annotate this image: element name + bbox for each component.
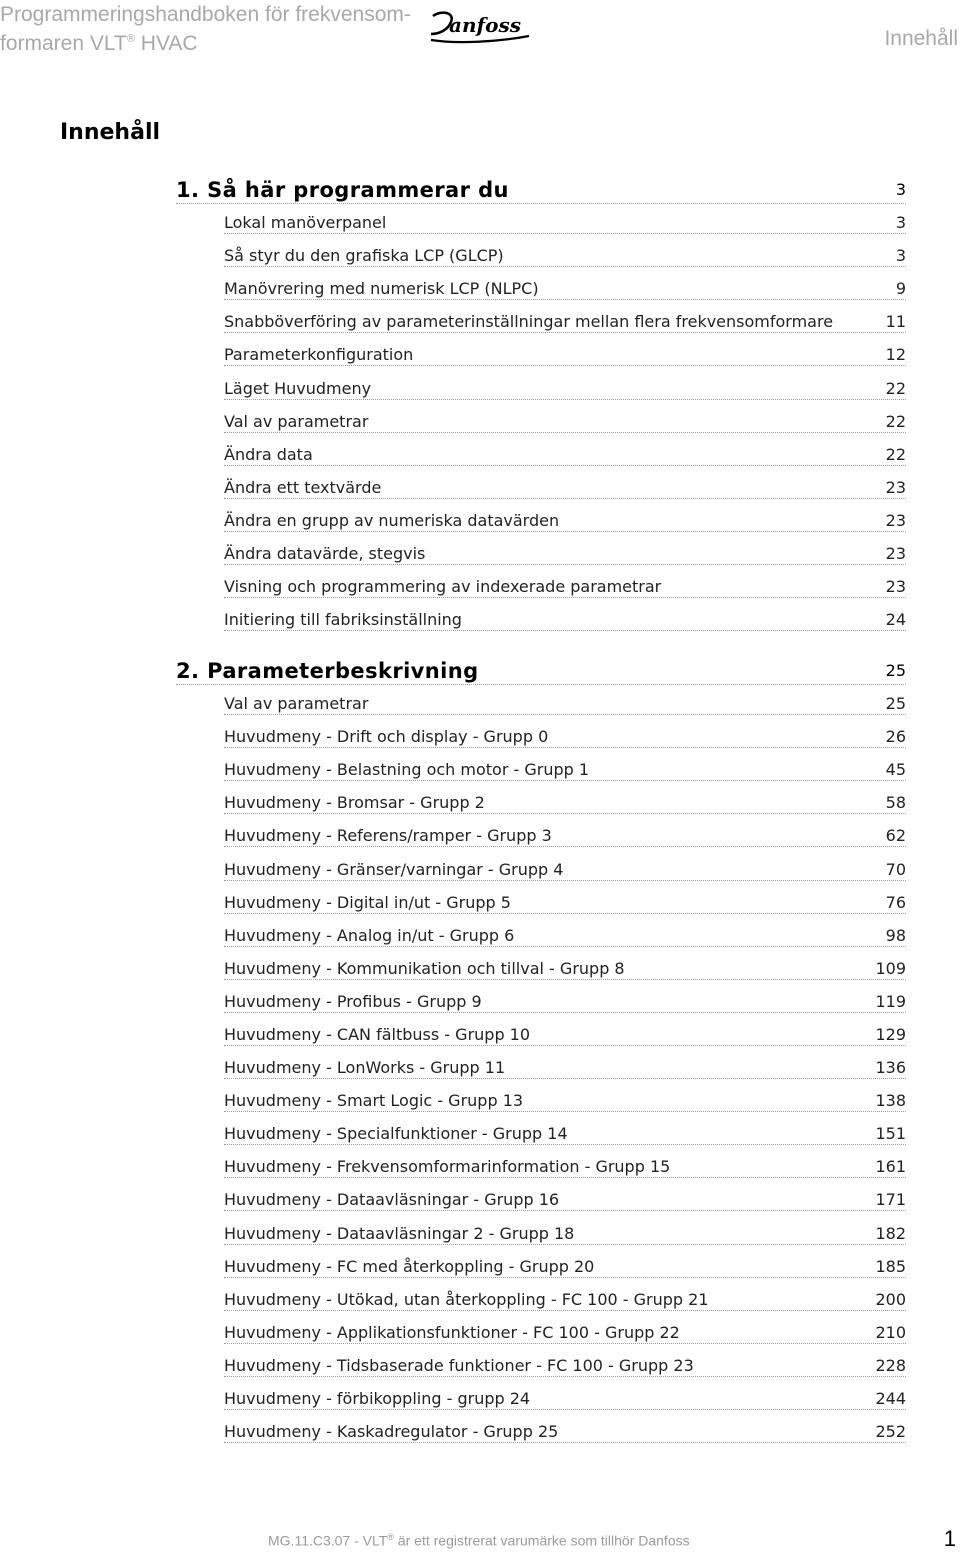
toc-entry-page: 171 [875, 1190, 906, 1209]
toc-entry-row[interactable] [224, 1091, 906, 1112]
toc-chapter-title: 2. Parameterbeskrivning [176, 659, 479, 683]
toc-entry-page: 23 [885, 478, 906, 497]
toc-entry-row[interactable] [224, 610, 906, 631]
toc-entry-title: Val av parametrar [224, 412, 369, 431]
toc-entry-row[interactable] [224, 213, 906, 234]
toc-entry-row[interactable] [224, 1224, 906, 1245]
toc-chapter-row[interactable] [176, 658, 906, 685]
toc-entry-row[interactable] [224, 893, 906, 914]
toc-entry-page: 62 [885, 826, 906, 845]
toc-entry-page: 3 [895, 213, 906, 232]
toc-entry-title: Huvudmeny - Gränser/varningar - Grupp 4 [224, 860, 564, 879]
toc-entry-title: Ändra datavärde, stegvis [224, 544, 426, 563]
svg-text:anfoss: anfoss [449, 13, 521, 37]
toc-entry-page: 25 [885, 694, 906, 713]
toc-entry-title: Huvudmeny - Digital in/ut - Grupp 5 [224, 893, 511, 912]
toc-entry-row[interactable] [224, 760, 906, 781]
toc-entry-row[interactable] [224, 860, 906, 881]
toc-entry-row[interactable] [224, 793, 906, 814]
toc-entry-row[interactable] [224, 478, 906, 499]
toc-entry-page: 11 [885, 312, 906, 331]
toc-entry-title: Huvudmeny - CAN fältbuss - Grupp 10 [224, 1025, 531, 1044]
toc-entry-title: Huvudmeny - Tidsbaserade funktioner - FC 100 - Grupp 23 [224, 1356, 694, 1375]
toc-entry-page: 58 [885, 793, 906, 812]
toc-entry-title: Huvudmeny - Belastning och motor - Grupp 1 [224, 760, 590, 779]
toc-entry-title: Ändra ett textvärde [224, 478, 382, 497]
toc-entry-row[interactable] [224, 1058, 906, 1079]
toc-entry-page: 200 [875, 1290, 906, 1309]
toc-entry-title: Huvudmeny - Smart Logic - Grupp 13 [224, 1091, 524, 1110]
toc-entry-page: 151 [875, 1124, 906, 1143]
toc-entry-title: Huvudmeny - Analog in/ut - Grupp 6 [224, 926, 515, 945]
toc-entry-row[interactable] [224, 1025, 906, 1046]
document-title [0, 2, 420, 56]
toc-entry-title: Huvudmeny - Dataavläsningar 2 - Grupp 18 [224, 1224, 575, 1243]
toc-entry-page: 70 [885, 860, 906, 879]
toc-entry-row[interactable] [224, 577, 906, 598]
toc-entry-row[interactable] [224, 445, 906, 466]
toc-entry-row[interactable] [224, 959, 906, 980]
toc-entry-title: Huvudmeny - Referens/ramper - Grupp 3 [224, 826, 552, 845]
toc-entry-page: 244 [875, 1389, 906, 1408]
page-number: 1 [943, 1526, 956, 1551]
toc-entry-row[interactable] [224, 727, 906, 748]
toc-entry-page: 185 [875, 1257, 906, 1276]
toc-entry-page: 98 [885, 926, 906, 945]
toc-entry-row[interactable] [224, 279, 906, 300]
toc-chapter-row[interactable] [176, 177, 906, 204]
toc-entry-row[interactable] [224, 511, 906, 532]
toc-entry-title: Huvudmeny - Specialfunktioner - Grupp 14 [224, 1124, 568, 1143]
toc-entry-page: 9 [895, 279, 906, 298]
toc-entry-page: 182 [875, 1224, 906, 1243]
toc-entry-page: 22 [885, 412, 906, 431]
document-title-line1: Programmeringshandboken för frekvensom- [0, 3, 411, 26]
toc-entry-title: Huvudmeny - Applikationsfunktioner - FC 100 - Grupp 22 [224, 1323, 680, 1342]
toc-entry-title: Läget Huvudmeny [224, 379, 372, 398]
toc-entry-title: Huvudmeny - Drift och display - Grupp 0 [224, 727, 549, 746]
toc-entry-page: 109 [875, 959, 906, 978]
danfoss-logo [427, 6, 533, 46]
footer-text: MG.11.C3.07 - VLT® är ett registrerat varumärke som tillhör Danfoss [268, 1532, 690, 1549]
toc-entry-row[interactable] [224, 1389, 906, 1410]
toc-entry-row[interactable] [224, 826, 906, 847]
toc-heading: Innehåll [60, 120, 161, 145]
toc-entry-title: Val av parametrar [224, 694, 369, 713]
toc-entry-row[interactable] [224, 1190, 906, 1211]
toc-entry-row[interactable] [224, 379, 906, 400]
toc-entry-page: 76 [885, 893, 906, 912]
toc-entry-title: Snabböverföring av parameterinställningar mellan flera frekvensomformare [224, 312, 834, 331]
toc-entry-title: Huvudmeny - Kommunikation och tillval - Grupp 8 [224, 959, 625, 978]
toc-entry-title: Manövrering med numerisk LCP (NLPC) [224, 279, 539, 298]
toc-entry-title: Huvudmeny - Bromsar - Grupp 2 [224, 793, 485, 812]
toc-entry-page: 136 [875, 1058, 906, 1077]
toc-entry-title: Huvudmeny - FC med återkoppling - Grupp 20 [224, 1257, 595, 1276]
toc-entry-row[interactable] [224, 926, 906, 947]
toc-entry-page: 252 [875, 1422, 906, 1441]
toc-entry-page: 119 [875, 992, 906, 1011]
toc-entry-page: 26 [885, 727, 906, 746]
toc-entry-page: 12 [885, 345, 906, 364]
toc-entry-page: 22 [885, 379, 906, 398]
toc-entry-row[interactable] [224, 312, 906, 333]
toc-entry-page: 161 [875, 1157, 906, 1176]
toc-entry-page: 24 [885, 610, 906, 629]
toc-entry-row[interactable] [224, 992, 906, 1013]
toc-entry-row[interactable] [224, 1124, 906, 1145]
toc-entry-title: Huvudmeny - Kaskadregulator - Grupp 25 [224, 1422, 559, 1441]
toc-entry-title: Huvudmeny - Frekvensomformarinformation - Grupp 15 [224, 1157, 671, 1176]
toc-chapter-page: 25 [885, 661, 906, 680]
toc-entry-title: Så styr du den grafiska LCP (GLCP) [224, 246, 504, 265]
toc-chapter-title: 1. Så här programmerar du [176, 178, 509, 202]
toc-entry-row[interactable] [224, 1157, 906, 1178]
toc-entry-row[interactable] [224, 246, 906, 267]
toc-entry-row[interactable] [224, 1323, 906, 1344]
toc-entry-page: 210 [875, 1323, 906, 1342]
toc-entry-row[interactable] [224, 1356, 906, 1377]
toc-entry-page: 23 [885, 511, 906, 530]
toc-entry-title: Visning och programmering av indexerade parametrar [224, 577, 662, 596]
toc-entry-row[interactable] [224, 1422, 906, 1443]
toc-entry-row[interactable] [224, 345, 906, 366]
toc-entry-page: 23 [885, 577, 906, 596]
toc-entry-row[interactable] [224, 694, 906, 715]
toc-entry-title: Huvudmeny - LonWorks - Grupp 11 [224, 1058, 506, 1077]
document-title-line2: formaren VLT® HVAC [0, 32, 198, 55]
toc-entry-row[interactable] [224, 1290, 906, 1311]
toc-entry-page: 129 [875, 1025, 906, 1044]
toc-entry-row[interactable] [224, 544, 906, 565]
toc-entry-title: Parameterkonfiguration [224, 345, 414, 364]
toc-entry-page: 3 [895, 246, 906, 265]
toc-entry-title: Huvudmeny - Dataavläsningar - Grupp 16 [224, 1190, 560, 1209]
toc-entry-row[interactable] [224, 412, 906, 433]
toc-entry-page: 22 [885, 445, 906, 464]
toc-entry-row[interactable] [224, 1257, 906, 1278]
toc-entry-title: Ändra data [224, 445, 313, 464]
toc-entry-page: 228 [875, 1356, 906, 1375]
toc-entry-title: Ändra en grupp av numeriska datavärden [224, 511, 560, 530]
toc-entry-title: Lokal manöverpanel [224, 213, 387, 232]
toc-chapter-page: 3 [895, 180, 906, 199]
header-section-label: Innehåll [884, 27, 958, 50]
toc-entry-title: Huvudmeny - förbikoppling - grupp 24 [224, 1389, 531, 1408]
toc-entry-title: Huvudmeny - Utökad, utan återkoppling - FC 100 - Grupp 21 [224, 1290, 709, 1309]
toc-entry-title: Huvudmeny - Profibus - Grupp 9 [224, 992, 482, 1011]
toc-entry-page: 45 [885, 760, 906, 779]
toc-entry-title: Initiering till fabriksinställning [224, 610, 462, 629]
toc-entry-page: 23 [885, 544, 906, 563]
toc-entry-page: 138 [875, 1091, 906, 1110]
